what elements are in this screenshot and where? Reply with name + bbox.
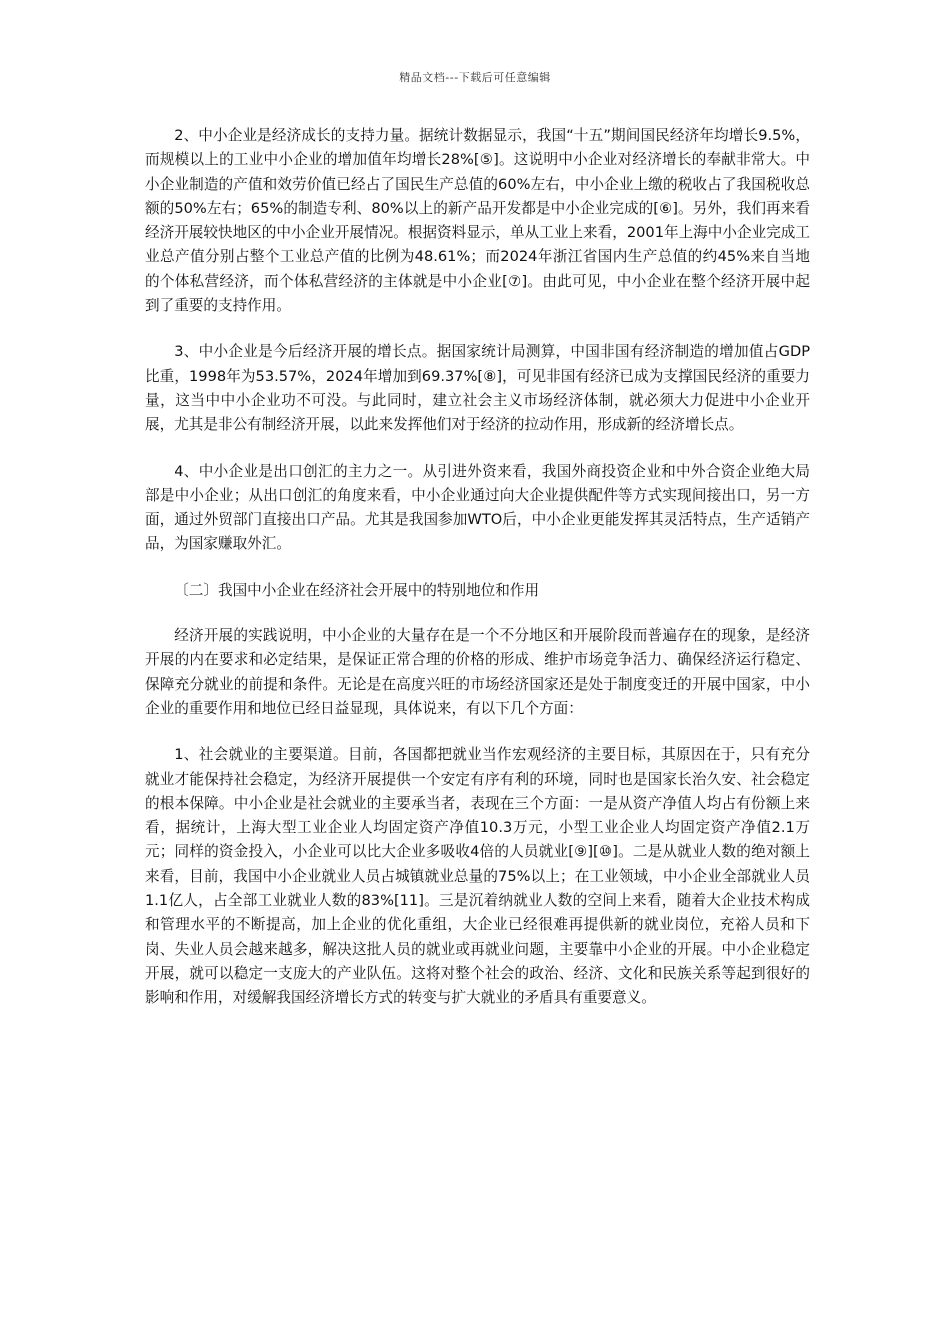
page-header: 精品文档---下载后可任意编辑 (399, 71, 551, 84)
section-heading: 〔二〕我国中小企业在经济社会开展中的特别地位和作用 (174, 581, 540, 599)
paragraph-export: 4、中小企业是出口创汇的主力之一。从引进外资来看，我国外商投资企业和中外合资企业绝大局部是中小企业；从出口创汇的角度来看，中小企业通过向大企业提供配件等方式实现间接出口，另一方面，通过外贸部门直接出口产品。尤其是我国参加WTO后，中小企业更能发挥其灵活特点，生产适销产品，为国家赚取外汇。 (145, 462, 810, 553)
paragraph-practice: 经济开展的实践说明，中小企业的大量存在是一个不分地区和开展阶段而普遍存在的现象，是经济开展的内在要求和必定结果，是保证正常合理的价格的形成、维护市场竞争活力、确保经济运行稳定、保障充分就业的前提和条件。无论是在高度兴旺的市场经济国家还是处于制度变迁的开展中国家，中小企业的重要作用和地位已经日益显现，具体说来，有以下几个方面： (145, 627, 810, 717)
paragraph-employment: 1、社会就业的主要渠道。目前，各国都把就业当作宏观经济的主要目标，其原因在于，只有充分就业才能保持社会稳定，为经济开展提供一个安定有序有利的环境，同时也是国家长治久安、社会稳定的根本保障。中小企业是社会就业的主要承当者，表现在三个方面：一是从资产净值人均占有份额上来看，据统计，上海大型工业企业人均固定资产净值10.3万元，小型工业企业人均固定资产净值2.1万元；同样的资金投入，小企业可以比大企业多吸收4倍的人员就业[⑨][⑩]。二是从就业人数的绝对额上来看，目前，我国中小企业就业人员占城镇就业总量的75%以上；在工业领域，中小企业全部就业人员1.1亿人，占全部工业就业人数的83%[11]。三是沉着纳就业人数的空间上来看，随着大企业技术构成和管理水平的不断提高，加上企业的优化重组，大企业已经很难再提供新的就业岗位，充裕人员和下岗、失业人员会越来越多，解决这批人员的就业或再就业问题，主要靠中小企业的开展。中小企业稳定开展，就可以稳定一支庞大的产业队伍。这将对整个社会的政治、经济、文化和民族关系等起到很好的影响和作用，对缓解我国经济增长方式的转变与扩大就业的矛盾具有重要意义。 (145, 746, 810, 1007)
paragraph-growth-support: 2、中小企业是经济成长的支持力量。据统计数据显示，我国“十五”期间国民经济年均增长9.5%，而规模以上的工业中小企业的增加值年均增长28%[⑤]。这说明中小企业对经济增长的奉献非常大。中小企业制造的产值和效劳价值已经占了国民生产总值的60%左右，中小企业上缴的税收占了我国税收总额的50%左右；65%的制造专利、80%以上的新产品开发都是中小企业完成的[⑥]。另外，我们再来看经济开展较快地区的中小企业开展情况。根据资料显示，单从工业上来看，2001年上海中小企业完成工业总产值分别占整个工业总产值的比例为48.61%；而2024年浙江省国内生产总值的约45%来自当地的个体私营经济，而个体私营经济的主体就是中小企业[⑦]。由此可见，中小企业在整个经济开展中起到了重要的支持作用。 (145, 127, 810, 315)
document-body (145, 124, 810, 1033)
paragraph-growth-point: 3、中小企业是今后经济开展的增长点。据国家统计局测算，中国非国有经济制造的增加值占GDP比重，1998年为53.57%，2024年增加到69.37%[⑧]，可见非国有经济已成为支撑国民经济的重要力量，这当中中小企业功不可没。与此同时，建立社会主义市场经济体制，就必须大力促进中小企业开展，尤其是非公有制经济开展，以此来发挥他们对于经济的拉动作用，形成新的经济增长点。 (145, 343, 810, 434)
